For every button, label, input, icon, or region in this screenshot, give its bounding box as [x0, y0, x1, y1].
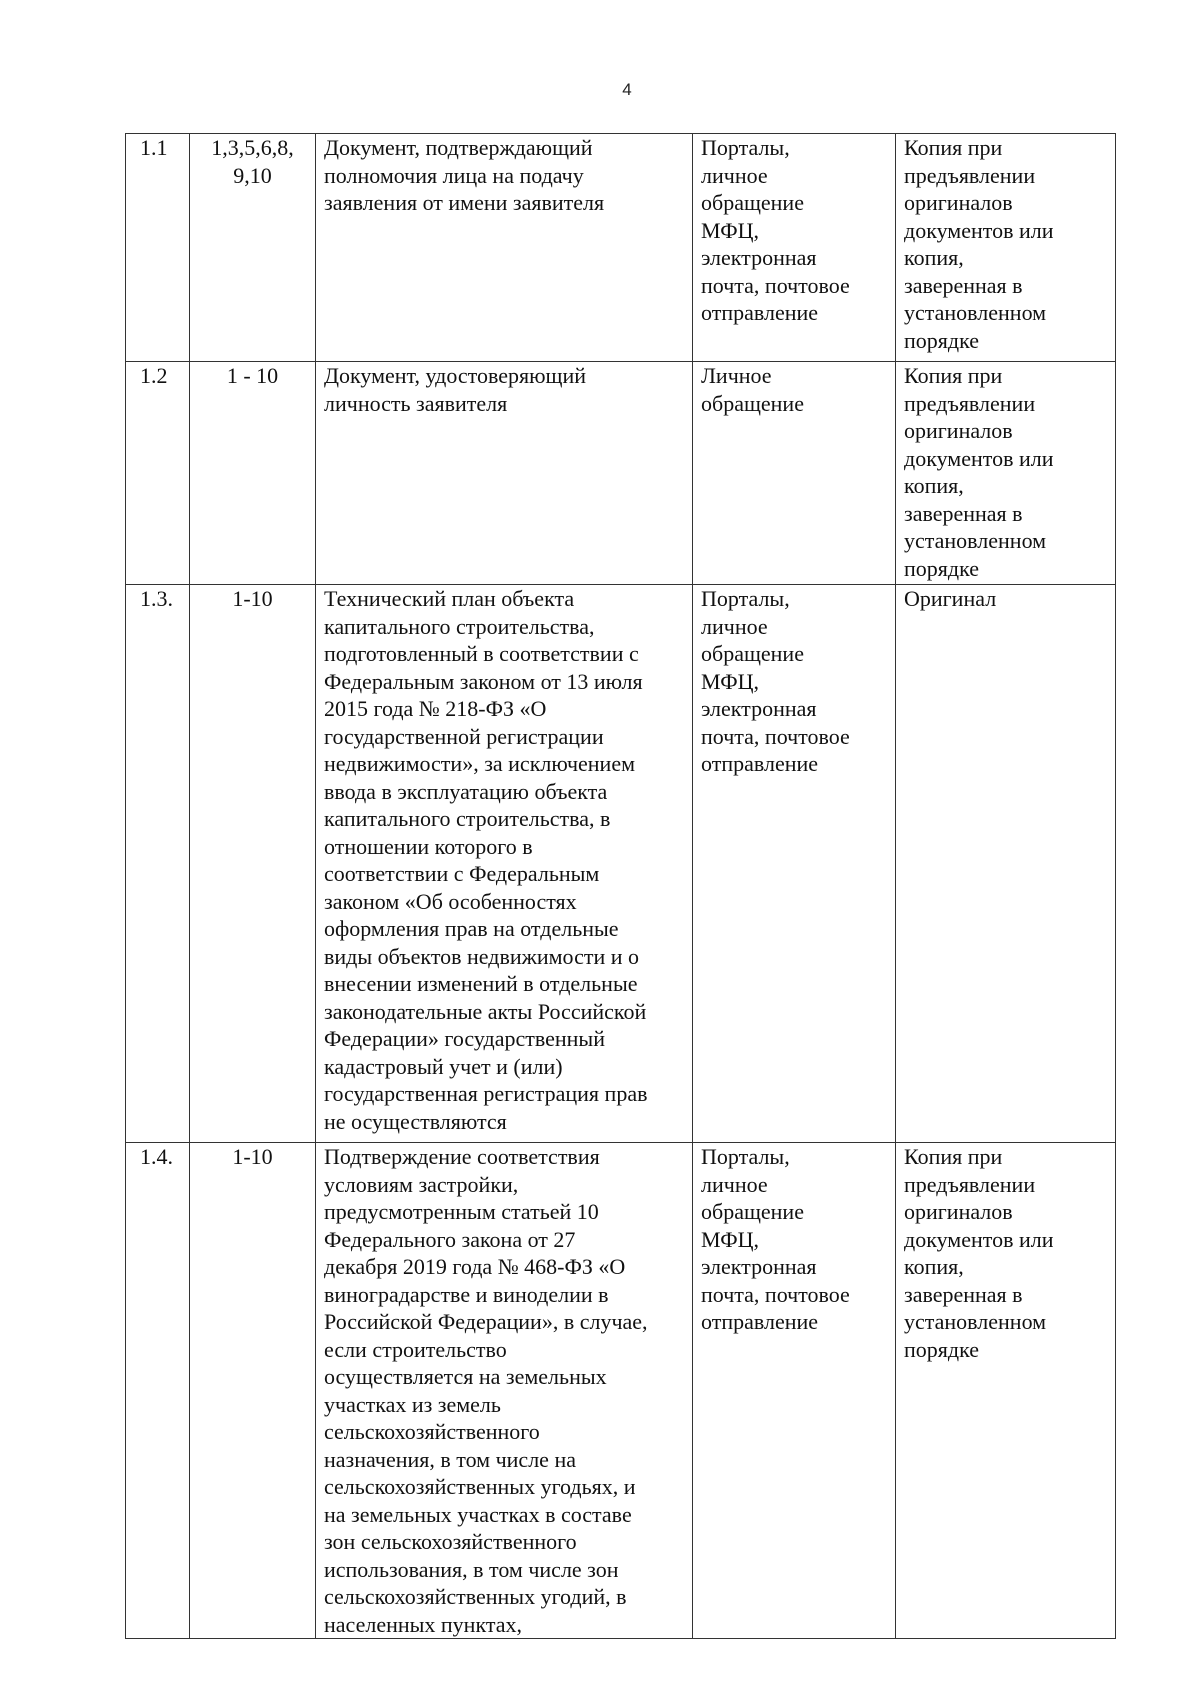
document-name: Документ, удостоверяющий личность заявителя: [324, 363, 587, 416]
document-name: Подтверждение соответствия условиям застройки, предусмотренным статьей 10 Федерального закона от 27 декабря 2019 года № 468-ФЗ «О виноградарстве и виноделии в Российской Федерации», в случае, если строительство осуществляется на земельных участках из земель сельскохозяйственного назначения, в том числе на сельскохозяйственных угодьях, и на земельных участках в составе зон сельскохозяйственного использования, в том числе зон сельскохозяйственных угодий, в населенных пунктах,: [324, 1144, 648, 1637]
table-row: [126, 1143, 1116, 1639]
table-row: [126, 585, 1116, 1143]
row-number-cell: [126, 585, 190, 1143]
applicant-codes: 1-10: [232, 1144, 273, 1169]
document-name-cell: [316, 134, 693, 362]
document-name: Технический план объекта капитального строительства, подготовленный в соответствии с Федеральным законом от 13 июля 2015 года № 218-ФЗ «О государственной регистрации недвижимости», за исключением ввода в эксплуатацию объекта капитального строительства, в отношении которого в соответствии с Федеральным законом «Об особенностях оформления прав на отдельные виды объектов недвижимости и о внесении изменений в отдельные законодательные акты Российской Федерации» государственный кадастровый учет и (или) государственная регистрация прав не осуществляются: [324, 586, 648, 1134]
applicant-codes: 1,3,5,6,8, 9,10: [211, 135, 294, 188]
submission-method: Личное обращение: [701, 363, 804, 416]
document-form-cell: [896, 585, 1116, 1143]
document-form-cell: [896, 1143, 1116, 1639]
row-number: 1.1: [140, 135, 168, 160]
table-row: [126, 134, 1116, 362]
documents-table: [125, 133, 1116, 1639]
document-name-cell: [316, 1143, 693, 1639]
document-name-cell: [316, 585, 693, 1143]
document-name: Документ, подтверждающий полномочия лица на подачу заявления от имени заявителя: [324, 135, 605, 215]
row-number-cell: [126, 134, 190, 362]
document-form: Копия при предъявлении оригиналов документов или копия, заверенная в установленном порядке: [904, 363, 1054, 581]
document-form: Оригинал: [904, 586, 997, 611]
document-form: Копия при предъявлении оригиналов документов или копия, заверенная в установленном порядке: [904, 1144, 1054, 1362]
row-number: 1.2: [140, 363, 168, 388]
applicant-codes-cell: [190, 362, 316, 585]
applicant-codes: 1 - 10: [226, 363, 279, 388]
submission-method-cell: [693, 585, 896, 1143]
row-number-cell: [126, 1143, 190, 1639]
submission-method: Порталы, личное обращение МФЦ, электронная почта, почтовое отправление: [701, 586, 850, 776]
page-number: 4: [622, 80, 632, 99]
submission-method: Порталы, личное обращение МФЦ, электронная почта, почтовое отправление: [701, 1144, 850, 1334]
submission-method-cell: [693, 362, 896, 585]
applicant-codes-cell: [190, 1143, 316, 1639]
document-form-cell: [896, 134, 1116, 362]
applicant-codes-cell: [190, 585, 316, 1143]
document-name-cell: [316, 362, 693, 585]
row-number: 1.3.: [140, 586, 173, 611]
row-number-cell: [126, 362, 190, 585]
row-number: 1.4.: [140, 1144, 173, 1169]
applicant-codes-cell: [190, 134, 316, 362]
submission-method: Порталы, личное обращение МФЦ, электронная почта, почтовое отправление: [701, 135, 850, 325]
document-form: Копия при предъявлении оригиналов документов или копия, заверенная в установленном порядке: [904, 135, 1054, 353]
submission-method-cell: [693, 1143, 896, 1639]
submission-method-cell: [693, 134, 896, 362]
document-form-cell: [896, 362, 1116, 585]
table-row: [126, 362, 1116, 585]
applicant-codes: 1-10: [232, 586, 273, 611]
